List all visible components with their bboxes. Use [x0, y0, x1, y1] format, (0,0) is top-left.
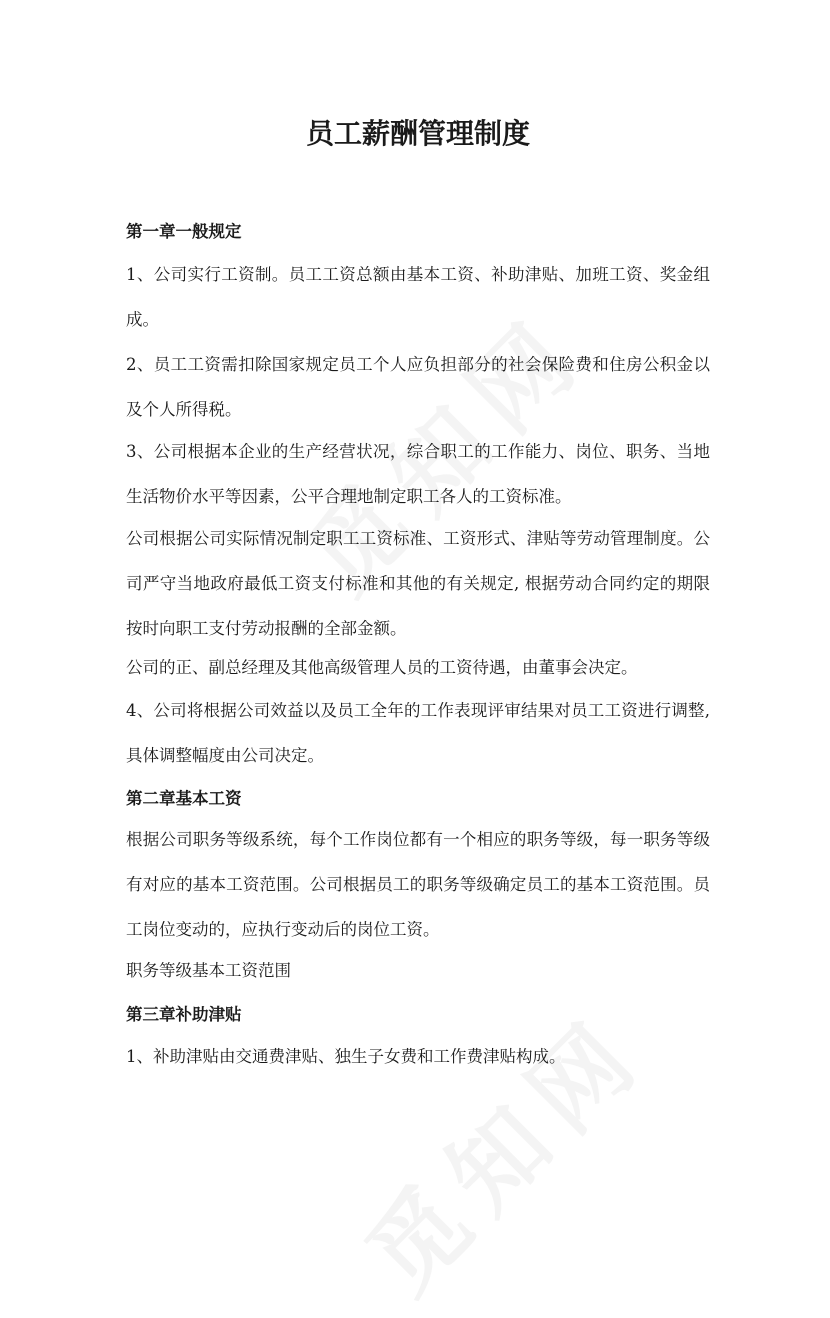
chapter-1-paragraph-5: 公司的正、副总经理及其他高级管理人员的工资待遇，由董事会决定。 [126, 658, 638, 677]
chapter-1-paragraph-2: 2、员工工资需扣除国家规定员工个人应负担部分的社会保险费和住房公积金以及个人所得税。 [126, 355, 710, 419]
watermark [332, 979, 671, 1318]
chapter-2-heading: 第二章基本工资 [126, 789, 242, 808]
chapter-3-paragraph-1: 1、补助津贴由交通费津贴、独生子女费和工作费津贴构成。 [126, 1047, 566, 1066]
chapter-1-paragraph-3: 3、公司根据本企业的生产经营状况，综合职工的工作能力、岗位、职务、当地生活物价水平等因素，公平合理地制定职工各人的工资标准。 [126, 442, 710, 506]
chapter-1-paragraph-1: 1、公司实行工资制。员工工资总额由基本工资、补助津贴、加班工资、奖金组成。 [126, 265, 710, 329]
chapter-3-heading: 第三章补助津贴 [126, 1005, 242, 1024]
document-title: 员工薪酬管理制度 [305, 117, 530, 150]
chapter-1-paragraph-6: 4、公司将根据公司效益以及员工全年的工作表现评审结果对员工工资进行调整,具体调整幅度由公司决定。 [126, 701, 710, 765]
chapter-1-paragraph-4: 公司根据公司实际情况制定职工工资标准、工资形式、津贴等劳动管理制度。公司严守当地政府最低工资支付标准和其他的有关规定, 根据劳动合同约定的期限按时向职工支付劳动报酬的全部金额。 [126, 529, 710, 638]
chapter-1-heading: 第一章一般规定 [126, 222, 242, 241]
chapter-2-paragraph-2: 职务等级基本工资范围 [126, 961, 291, 980]
chapter-2-paragraph-1: 根据公司职务等级系统，每个工作岗位都有一个相应的职务等级，每一职务等级有对应的基本工资范围。公司根据员工的职务等级确定员工的基本工资范围。员工岗位变动的，应执行变动后的岗位工资。 [126, 830, 710, 939]
